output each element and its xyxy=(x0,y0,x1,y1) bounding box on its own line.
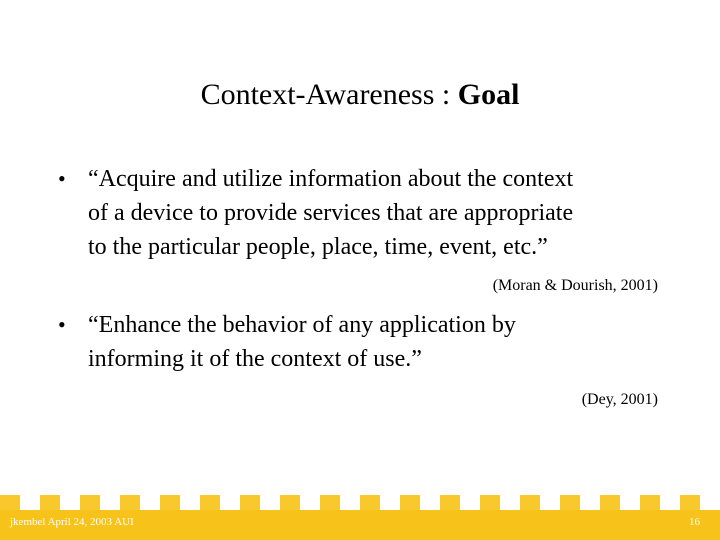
bullet-1-line-1: “Acquire and utilize information about the context xyxy=(88,166,574,192)
footer-tile xyxy=(360,495,380,510)
bullet-dot-icon: • xyxy=(58,166,66,191)
citation-1: (Moran & Dourish, 2001) xyxy=(492,277,658,294)
footer-tile xyxy=(200,495,220,510)
footer-tile xyxy=(40,495,60,510)
footer-tile xyxy=(400,495,420,510)
bullet-2-line-1: “Enhance the behavior of any application by xyxy=(88,312,516,338)
footer-tile xyxy=(480,495,500,510)
bullet-item-1 xyxy=(58,162,668,264)
footer-tile xyxy=(120,495,140,510)
bullet-item-2 xyxy=(58,308,668,376)
bullet-2-line-2: informing it of the context of use.” xyxy=(88,346,422,372)
footer-tile xyxy=(80,495,100,510)
footer-tile xyxy=(0,495,20,510)
slide-title xyxy=(0,76,720,114)
footer-tile xyxy=(600,495,620,510)
slide-number: 16 xyxy=(689,516,700,528)
footer-tile xyxy=(320,495,340,510)
bullet-1-line-2: of a device to provide services that are appropriate xyxy=(88,200,574,226)
bullet-dot-icon: • xyxy=(58,312,66,337)
footer-info: jkembel April 24, 2003 AUI xyxy=(10,516,134,528)
footer-bar xyxy=(0,495,720,540)
bullet-1-text xyxy=(88,162,668,264)
citation-2: (Dey, 2001) xyxy=(581,391,658,408)
bullet-2-text xyxy=(88,308,668,376)
footer-tile xyxy=(440,495,460,510)
footer-tile xyxy=(160,495,180,510)
footer-tile xyxy=(560,495,580,510)
footer-tile xyxy=(280,495,300,510)
footer-tile xyxy=(640,495,660,510)
bullet-1-line-3: to the particular people, place, time, event, etc.” xyxy=(88,234,548,260)
footer-tile xyxy=(240,495,260,510)
title-main: Context-Awareness : xyxy=(200,78,451,111)
footer-tile xyxy=(520,495,540,510)
footer-tile xyxy=(680,495,700,510)
title-bold: Goal xyxy=(457,78,520,111)
